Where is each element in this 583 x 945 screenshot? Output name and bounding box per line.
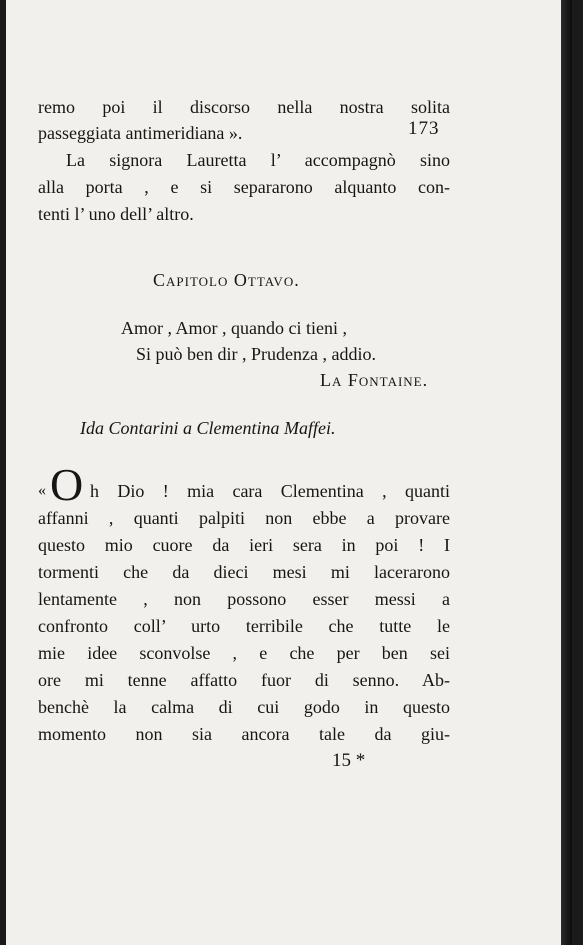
chapter-title: Capitolo Ottavo. [153, 270, 300, 290]
page-edge-shadow [561, 0, 572, 945]
page-number: 173 [408, 118, 440, 139]
letter-line: mie idee sconvolse , e che per ben sei [38, 643, 450, 663]
letter-line: tormenti che da dieci mesi mi lacerarono [38, 562, 450, 582]
epigraph-attribution: La Fontaine. [320, 370, 429, 390]
letter-line: confronto coll’ urto terribile che tutte le [38, 616, 450, 636]
letter-line: momento non sia ancora tale da giu- [38, 724, 450, 744]
letter-line: questo mio cuore da ieri sera in poi ! I [38, 535, 450, 555]
opening-quote: « [38, 482, 46, 499]
letter-line: affanni , quanti palpiti non ebbe a provare [38, 508, 450, 528]
body-line: alla porta , e si separarono alquanto con- [38, 177, 450, 197]
book-page [6, 0, 572, 945]
signature-mark: 15 * [332, 750, 366, 771]
epigraph-line: Si può ben dir , Prudenza , addio. [136, 344, 376, 364]
letter-line: benchè la calma di cui godo in questo [38, 697, 450, 717]
body-line: passeggiata antimeridiana ». [38, 123, 243, 143]
body-line: La signora Lauretta l’ accompagnò sino [66, 150, 450, 170]
letter-heading: Ida Contarini a Clementina Maffei. [80, 418, 336, 438]
body-line: tenti l’ uno dell’ altro. [38, 204, 194, 224]
drop-cap: O [50, 459, 84, 510]
epigraph-line: Amor , Amor , quando ci tieni , [121, 318, 347, 338]
letter-line: h Dio ! mia cara Clementina , quanti [90, 481, 450, 501]
letter-line: ore mi tenne affatto fuor di senno. Ab- [38, 670, 450, 690]
letter-line: lentamente , non possono esser messi a [38, 589, 450, 609]
body-line: remo poi il discorso nella nostra solita [38, 97, 450, 117]
